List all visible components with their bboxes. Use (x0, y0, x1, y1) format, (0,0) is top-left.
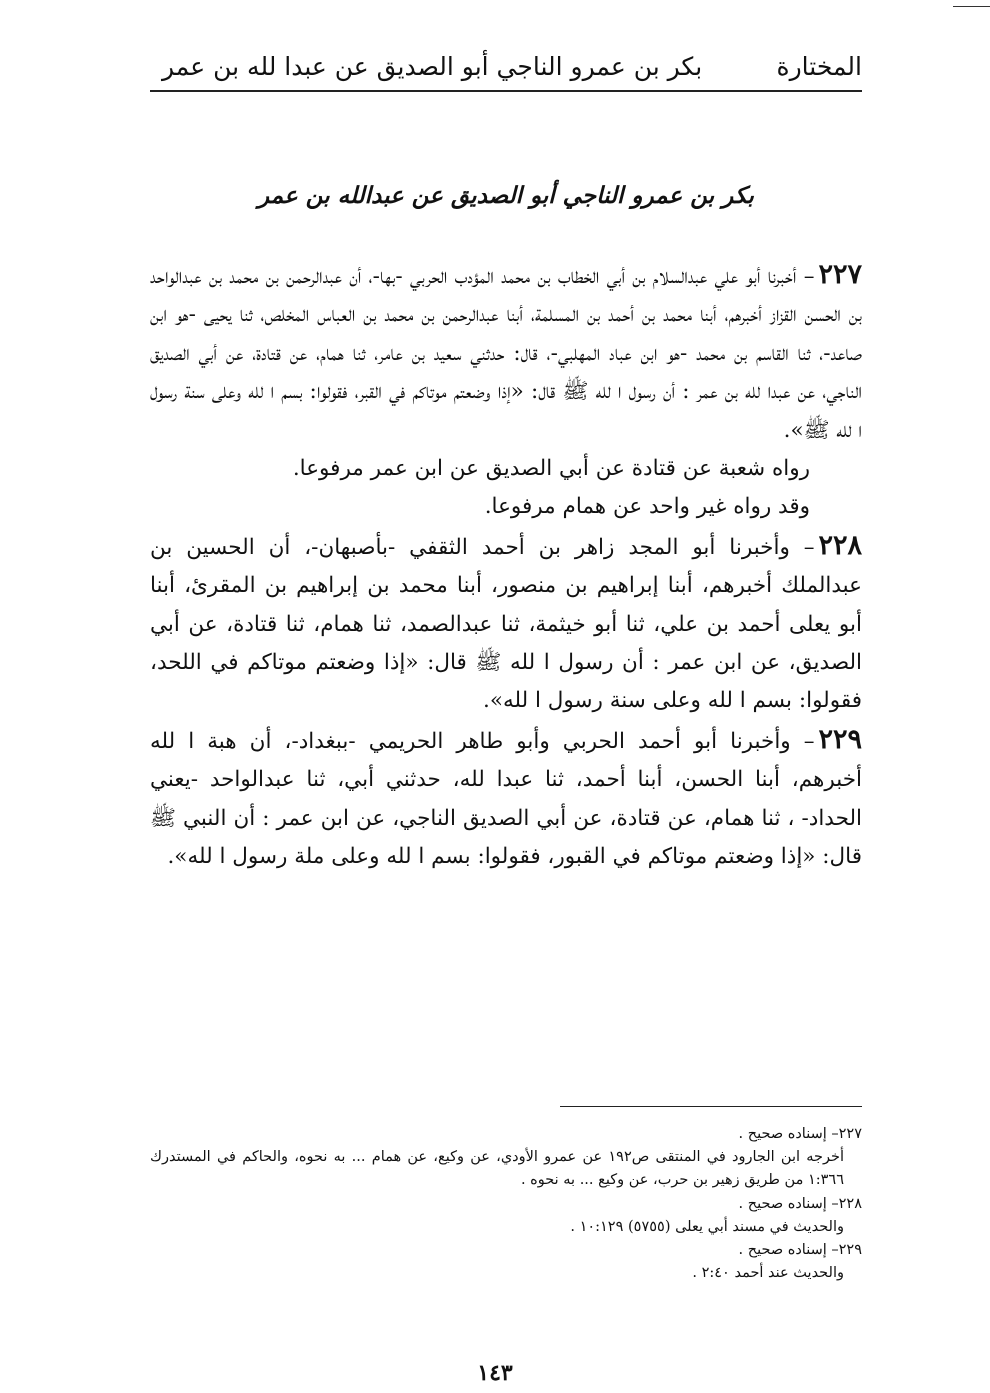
running-head-title: بكر بن عمرو الناجي أبو الصديق عن عبدا لله بن عمر (162, 52, 703, 81)
page-number: ١٤٣ (477, 1360, 513, 1386)
footnote: والحديث في مسند أبي يعلى (٥٧٥٥) ١٠:١٢٩ . (570, 1218, 844, 1235)
running-head (150, 46, 862, 92)
section-title: بكر بن عمرو الناجي أبو الصديق عن عبدالله بن عمر (258, 182, 754, 209)
hadith-note: رواه شعبة عن قتادة عن أبي الصديق عن ابن عمر مرفوعا. (292, 456, 810, 482)
footnote: أخرجه ابن الجارود في المنتقى ص١٩٢ عن عمرو الأودي، عن وكيع، عن همام ... به نحوه، والحاكم في المستدرك ١:٣٦٦ من طريق زهير بن حرب، عن وكيع ... به نحوه . (150, 1149, 844, 1189)
footnote: والحديث عند أحمد ٢:٤٠ . (692, 1265, 844, 1282)
footnote: ٢٢٧– إسناده صحيح . (738, 1126, 862, 1142)
running-head-book: المختارة (776, 52, 862, 81)
hadith-228 (150, 527, 862, 721)
hadith-number: ٢٢٩ (818, 723, 862, 755)
footnotes (150, 1123, 862, 1285)
hadith-text: – وأخبرنا أبو المجد زاهر بن أحمد الثقفي -بأصبهان-، أن الحسين بن عبدالملك أخبرهم، أبنا إبراهيم بن منصور، أبنا محمد بن إبراهيم بن المقرئ، أبنا أبو يعلى أحمد بن علي، ثنا أبو خيثمة، ثنا عبدالصمد، ثنا همام، ثنا قتادة، عن أبي الصديق، عن ابن عمر : أن رسول ا لله ﷺ قال: «إذا وضعتم موتاكم في اللحد، فقولوا: بسم ا لله وعلى سنة رسول ا لله». (150, 534, 862, 714)
hadith-229 (150, 721, 862, 877)
hadith-227 (150, 256, 862, 450)
main-text (150, 256, 862, 877)
hadith-number: ٢٢٧ (818, 259, 862, 290)
hadith-text: – أخبرنا أبو علي عبدالسلام بن أبي الخطاب بن محمد المؤدب الحربي -بها-، أن عبدالرحمن بن محمد بن عبدالواحد بن الحسن القزاز أخبرهم، أبنا محمد بن أحمد بن المسلمة، أبنا عبدالرحمن بن محمد بن العباس المخلص، ثنا يحيى -هو ابن صاعد-، ثنا القاسم بن محمد -هو ابن عباد المهلبي-، قال: حدثني سعيد بن عامر، ثنا همام، عن قتادة، عن أبي الصديق الناجي، عن عبدا لله بن عمر : أن رسول ا لله ﷺ قال: «إذا وضعتم موتاكم في القبر، فقولوا: بسم ا لله وعلى سنة رسول ا لله ﷺ». (150, 264, 862, 443)
hadith-note: وقد رواه غير واحد عن همام مرفوعا. (484, 494, 810, 520)
hadith-text: – وأخبرنا أبو أحمد الحربي وأبو طاهر الحريمي -ببغداد-، أن هبة ا لله أخبرهم، أبنا الحسن، أبنا أحمد، ثنا عبدا لله، حدثني أبي، ثنا عبدالواحد -يعني الحداد- ، ثنا همام، عن قتادة، عن أبي الصديق الناجي، عن ابن عمر : أن النبي ﷺ قال: «إذا وضعتم موتاكم في القبور، فقولوا: بسم ا لله وعلى ملة رسول ا لله». (150, 728, 862, 870)
footnote-separator (560, 1106, 862, 1107)
footnote: ٢٢٩– إسناده صحيح . (738, 1242, 862, 1259)
hadith-number: ٢٢٨ (818, 529, 862, 561)
footnote: ٢٢٨– إسناده صحيح . (738, 1195, 862, 1212)
corner-rule (953, 6, 990, 7)
